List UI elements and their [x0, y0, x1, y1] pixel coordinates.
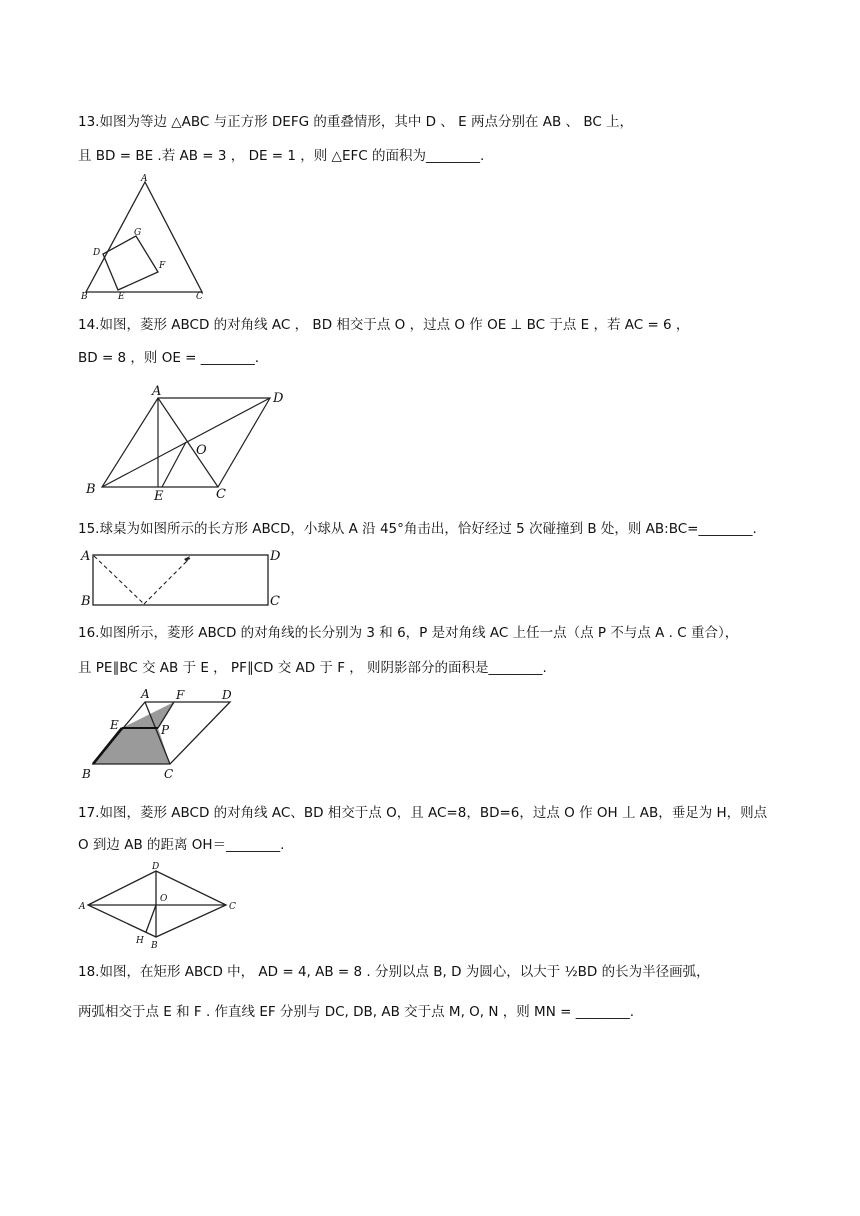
- problem-14-line-1: 14.如图，菱形 ABCD 的对角线 AC ， BD 相交于点 O ，过点 O 作 OE ⊥ BC 于点 E ，若 AC = 6 ，: [78, 317, 690, 333]
- label-D: D: [270, 549, 281, 564]
- label-C: C: [270, 594, 280, 609]
- label-H: H: [136, 936, 144, 946]
- label-D: D: [152, 862, 160, 872]
- problem-13-line-2: 且 BD = BE .若 AB = 3 ， DE = 1 ，则 △EFC 的面积为________.: [78, 148, 485, 164]
- label-A: A: [79, 902, 86, 912]
- problem-13-line-1: 13.如图为等边 △ABC 与正方形 DEFG 的重叠情形，其中 D 、 E 两点分别在 AB 、 BC 上，: [78, 114, 634, 130]
- label-B: B: [86, 482, 96, 497]
- label-G: G: [134, 228, 142, 238]
- label-E: E: [118, 292, 125, 302]
- label-E: E: [154, 489, 164, 502]
- label-E: E: [110, 718, 119, 732]
- label-B: B: [81, 292, 88, 302]
- problem-17-line-1: 17.如图，菱形 ABCD 的对角线 AC、BD 相交于点 O，且 AC=8，BD=6，过点 O 作 OH 丄 AB，垂足为 H，则点: [78, 805, 768, 821]
- label-A: A: [141, 687, 150, 701]
- label-D: D: [273, 391, 284, 406]
- figure-16-rhombus-shaded: [80, 686, 240, 781]
- problem-18-line-1: 18.如图，在矩形 ABCD 中， AD = 4, AB = 8 . 分别以点 B, D 为圆心，以大于 ½BD 的长为半径画弧，: [78, 964, 710, 980]
- figure-14-rhombus: [82, 382, 297, 502]
- problem-16-line-2: 且 PE∥BC 交 AB 于 E ， PF∥CD 交 AD 于 F ， 则阴影部分的面积是________.: [78, 660, 547, 676]
- figure-13-triangle-square: [78, 172, 218, 302]
- problem-17-line-2: O 到边 AB 的距离 OH＝________.: [78, 837, 285, 853]
- label-B: B: [151, 941, 158, 951]
- problem-15-line-1: 15.球桌为如图所示的长方形 ABCD，小球从 A 沿 45°角击出，恰好经过 5 次碰撞到 B 处，则 AB:BC=________.: [78, 521, 757, 537]
- label-A: A: [141, 174, 148, 184]
- label-D: D: [222, 688, 232, 702]
- figure-17-rhombus: [78, 858, 243, 953]
- label-O: O: [196, 443, 207, 458]
- label-D: D: [93, 248, 101, 258]
- label-C: C: [196, 292, 203, 302]
- label-O: O: [160, 894, 168, 904]
- label-B: B: [81, 594, 91, 609]
- label-F: F: [159, 261, 166, 271]
- label-P: P: [161, 723, 170, 737]
- label-A: A: [81, 549, 91, 564]
- label-C: C: [216, 487, 226, 502]
- figure-15-table: [78, 545, 288, 610]
- label-C: C: [164, 767, 174, 781]
- label-A: A: [152, 384, 162, 399]
- label-C: C: [229, 902, 236, 912]
- problem-14-line-2: BD = 8 ，则 OE = ________.: [78, 350, 260, 366]
- label-B: B: [82, 767, 91, 781]
- problem-18-line-2: 两弧相交于点 E 和 F . 作直线 EF 分别与 DC, DB, AB 交于点 M, O, N ，则 MN = ________.: [78, 1004, 634, 1020]
- label-F: F: [176, 688, 185, 702]
- problem-16-line-1: 16.如图所示，菱形 ABCD 的对角线的长分别为 3 和 6，P 是对角线 AC 上任一点（点 P 不与点 A . C 重合），: [78, 625, 739, 641]
